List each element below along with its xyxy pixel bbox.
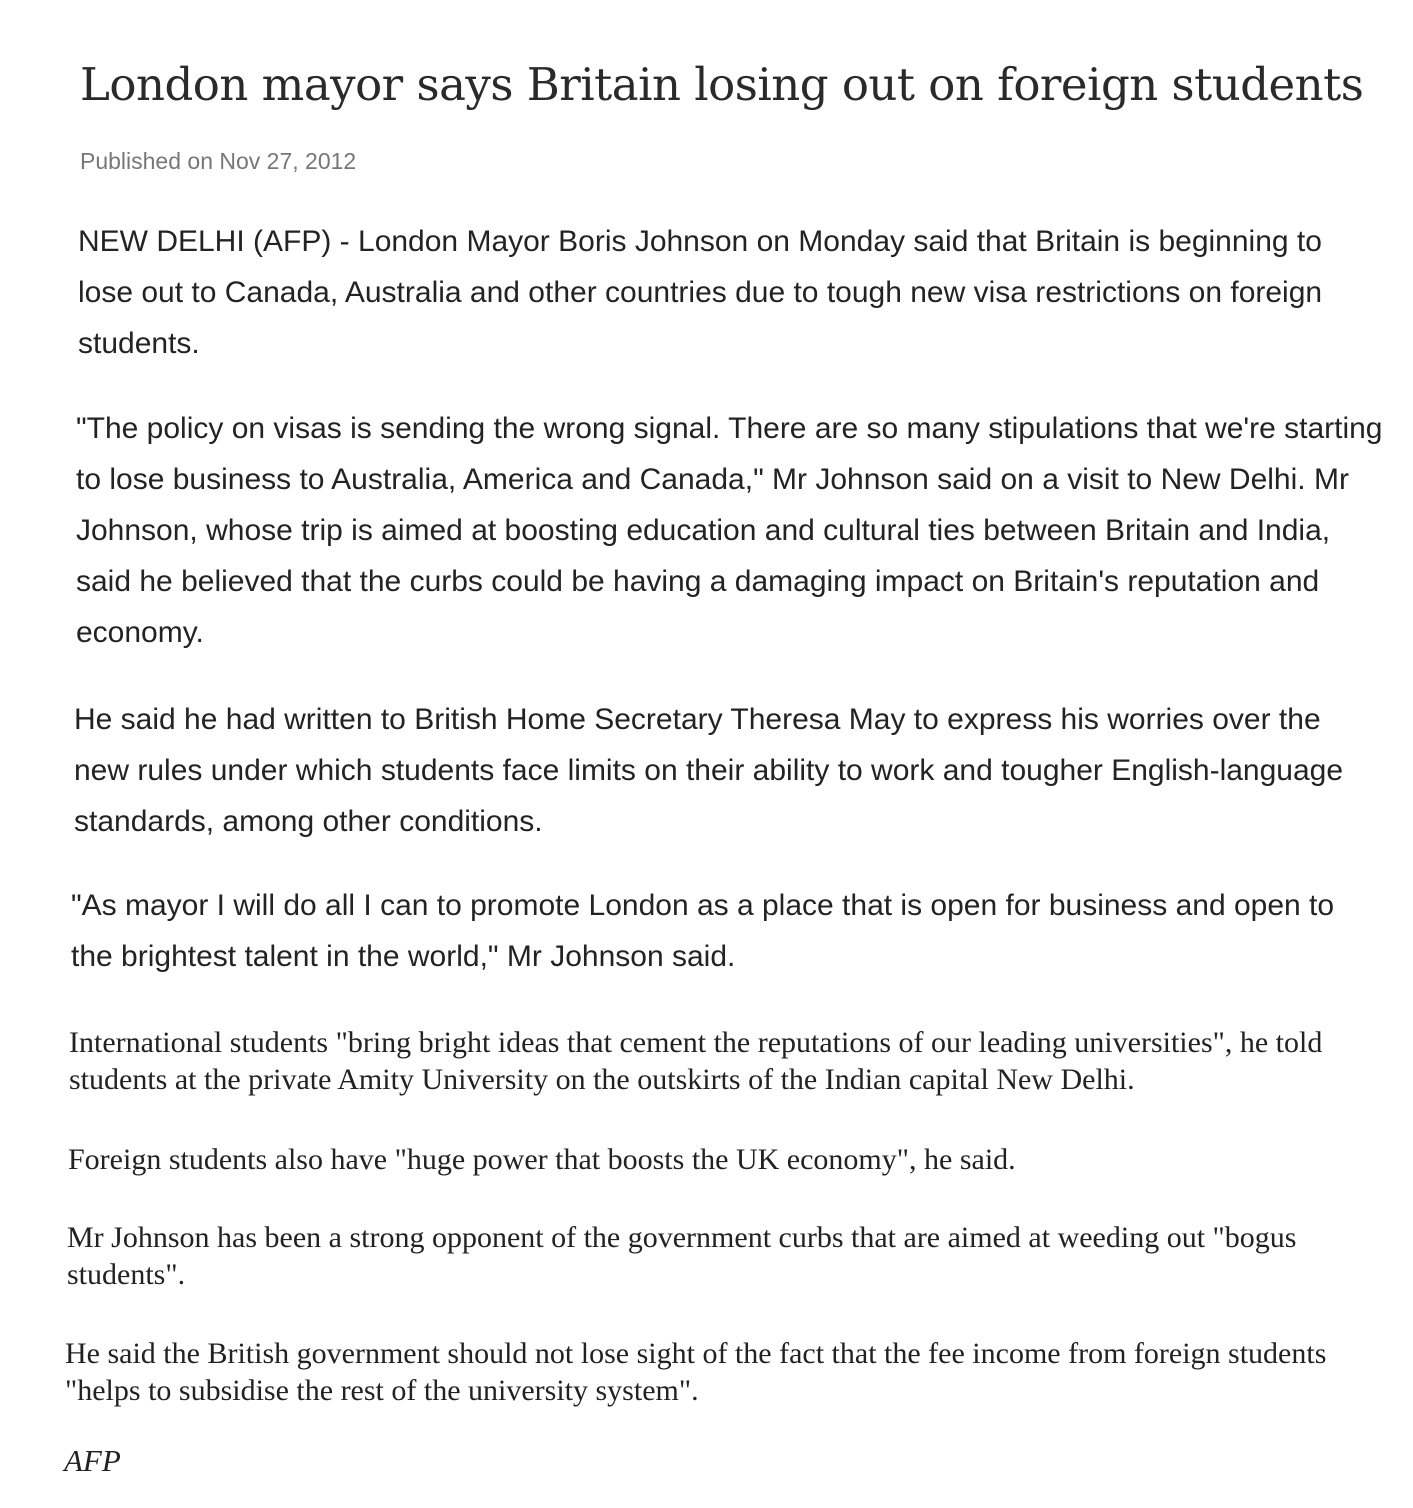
paragraph-bogus-students: Mr Johnson has been a strong opponent of the government curbs that are aimed at weeding out "bogus students". xyxy=(67,1221,1297,1291)
publish-date: Published on Nov 27, 2012 xyxy=(80,148,357,174)
paragraph-visa-policy-quote: "The policy on visas is sending the wrong signal. There are so many stipulations that we're starting to lose business to Australia, America and Canada," Mr Johnson said on a visit to New Delhi. Mr Johnson, whose trip is aimed at boosting education and cultural ties between Britain and India, said he believed that the curbs could be having a damaging impact on Britain's reputation and economy. xyxy=(76,412,1383,649)
paragraph-mayor-quote: "As mayor I will do all I can to promote London as a place that is open for business and open to the brightest talent in the world," Mr Johnson said. xyxy=(71,889,1335,973)
paragraph-international-students: International students "bring bright ideas that cement the reputations of our leading universities", he told students at the private Amity University on the outskirts of the Indian capital New Delhi. xyxy=(69,1026,1323,1096)
paragraph-uk-economy: Foreign students also have "huge power that boosts the UK economy", he said. xyxy=(68,1143,1016,1176)
headline: London mayor says Britain losing out on foreign students xyxy=(80,58,1364,111)
paragraph-home-secretary-letter: He said he had written to British Home Secretary Theresa May to express his worries over the new rules under which students face limits on their ability to work and tougher English-language standards, among other conditions. xyxy=(74,703,1344,838)
paragraph-fee-income: He said the British government should not lose sight of the fact that the fee income from foreign students "helps to subsidise the rest of the university system". xyxy=(65,1337,1327,1407)
paragraph-lead: NEW DELHI (AFP) - London Mayor Boris Johnson on Monday said that Britain is beginning to lose out to Canada, Australia and other countries due to tough new visa restrictions on foreign students. xyxy=(78,225,1323,360)
source-credit: AFP xyxy=(64,1443,121,1478)
